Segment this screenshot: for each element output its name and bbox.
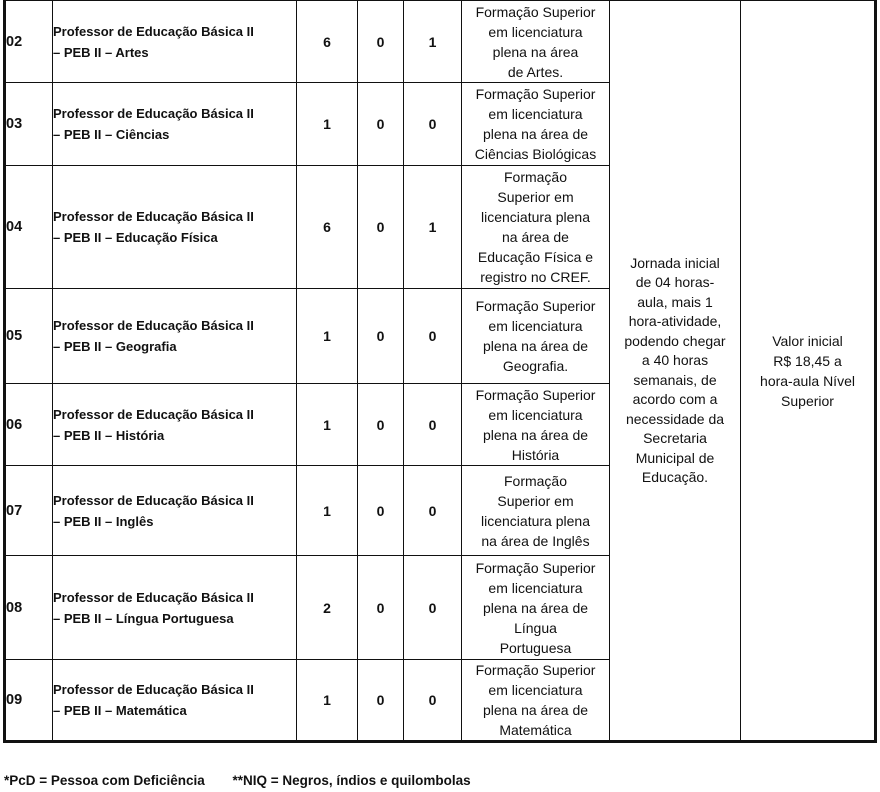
cargo-name-line: – PEB II – Matemática — [53, 703, 187, 718]
requisito — [462, 166, 610, 289]
requisito-line: História — [511, 446, 560, 463]
cargo-code: 02 — [5, 1, 53, 83]
requisito — [462, 556, 610, 660]
requisito-line: Formação Superior — [475, 662, 596, 678]
requisito — [462, 384, 610, 466]
jornada-line: a 40 horas — [641, 352, 709, 368]
requisito — [462, 289, 610, 384]
requisito-line: Superior em — [497, 189, 574, 205]
vagas-pcd: 0 — [358, 83, 404, 166]
requisito-line: em licenciatura — [488, 318, 583, 334]
requisito-line: Ciências Biológicas — [474, 146, 597, 162]
cargo-name-line: Professor de Educação Básica II — [53, 106, 254, 121]
cargo-name — [53, 1, 297, 83]
requisito-line: Formação Superior — [475, 3, 596, 20]
vagas-niq: 0 — [404, 556, 462, 660]
cargo-name — [53, 660, 297, 742]
cargo-name — [53, 556, 297, 660]
requisito-line: plena na área de — [482, 126, 589, 142]
table-row — [5, 1, 876, 83]
requisito-line: licenciatura plena — [481, 209, 590, 225]
footnote — [4, 773, 495, 788]
requisito-line: em licenciatura — [488, 579, 583, 596]
requisito — [462, 660, 610, 742]
cargo-name-line: Professor de Educação Básica II — [53, 23, 254, 39]
valor-line: hora-aula Nível — [760, 372, 855, 389]
vagas-niq: 0 — [404, 466, 462, 556]
cargo-name-line: – PEB II – História — [53, 427, 165, 443]
jornada-line: podendo chegar — [624, 332, 726, 349]
vagas-pcd: 0 — [358, 556, 404, 660]
cargo-name-line: Professor de Educação Básica II — [53, 318, 254, 333]
requisito-line: Portuguesa — [499, 639, 572, 656]
cargo-name — [53, 466, 297, 556]
requisito-line: licenciatura plena — [481, 512, 590, 529]
cargo-name-line: – PEB II – Educação Física — [53, 230, 218, 245]
vagas-ampla: 6 — [297, 166, 358, 289]
vagas-pcd: 0 — [358, 384, 404, 466]
requisito-line: registro no CREF. — [480, 269, 591, 285]
vagas-niq: 0 — [404, 289, 462, 384]
requisito-line: de Artes. — [507, 63, 564, 80]
vagas-niq: 0 — [404, 384, 462, 466]
requisito-line: Superior em — [497, 492, 574, 509]
footnote-niq: **NIQ = Negros, índios e quilombolas — [232, 773, 471, 788]
requisito — [462, 466, 610, 556]
footnote-pcd: *PcD = Pessoa com Deficiência — [4, 773, 205, 788]
cargo-name — [53, 289, 297, 384]
vacancy-table — [3, 0, 877, 743]
cargo-name-line: Professor de Educação Básica II — [53, 492, 254, 508]
jornada-line: semanais, de — [633, 371, 717, 388]
requisito-line: em licenciatura — [488, 682, 583, 698]
cargo-name-line: Professor de Educação Básica II — [53, 406, 254, 422]
requisito-line: Educação Física e — [477, 249, 594, 265]
cargo-name-line: Professor de Educação Básica II — [53, 589, 254, 605]
jornada-cell — [610, 1, 741, 742]
valor-cell — [741, 1, 876, 742]
vagas-ampla: 2 — [297, 556, 358, 660]
cargo-name — [53, 166, 297, 289]
jornada-line: de 04 horas- — [635, 274, 715, 290]
vagas-pcd: 0 — [358, 289, 404, 384]
jornada-line: Municipal de — [635, 449, 715, 466]
cargo-code: 04 — [5, 166, 53, 289]
requisito-line: Língua — [514, 619, 557, 636]
jornada-line: aula, mais 1 — [637, 293, 713, 310]
cargo-code: 07 — [5, 466, 53, 556]
requisito-line: Formação — [503, 169, 568, 185]
requisito-line: Formação Superior — [475, 298, 596, 314]
cargo-name-line: – PEB II – Geografia — [53, 339, 177, 354]
cargo-name-line: – PEB II – Inglês — [53, 513, 154, 529]
cargo-name-line: – PEB II – Língua Portuguesa — [53, 610, 234, 626]
vagas-ampla: 1 — [297, 660, 358, 742]
vagas-pcd: 0 — [358, 660, 404, 742]
requisito-line: Formação Superior — [475, 86, 596, 102]
requisito-line: na área de Inglês — [481, 532, 590, 549]
valor-line: Valor inicial — [772, 332, 843, 349]
jornada-line: Secretaria — [643, 430, 707, 446]
jornada-line: Jornada inicial — [630, 254, 720, 271]
cargo-name-line: – PEB II – Ciências — [53, 127, 170, 142]
valor-line: Superior — [781, 392, 834, 409]
jornada-line: Educação. — [641, 469, 709, 485]
vagas-niq: 0 — [404, 83, 462, 166]
vagas-niq: 1 — [404, 166, 462, 289]
vagas-niq: 1 — [404, 1, 462, 83]
cargo-code: 05 — [5, 289, 53, 384]
requisito-line: Geografia. — [502, 358, 569, 374]
requisito-line: Formação Superior — [475, 386, 596, 403]
vagas-pcd: 0 — [358, 466, 404, 556]
cargo-name-line: Professor de Educação Básica II — [53, 209, 254, 224]
jornada-line: hora-atividade, — [628, 313, 722, 329]
vagas-ampla: 1 — [297, 289, 358, 384]
requisito-line: plena na área de — [482, 599, 589, 616]
requisito-line: na área de — [502, 229, 569, 245]
vagas-ampla: 1 — [297, 466, 358, 556]
requisito-line: plena na área — [492, 43, 579, 60]
requisito — [462, 1, 610, 83]
requisito-line: Matemática — [499, 722, 572, 738]
requisito-line: Formação — [503, 472, 568, 489]
cargo-name-line: – PEB II – Artes — [53, 44, 149, 60]
valor-line: R$ 18,45 a — [773, 352, 842, 369]
cargo-name — [53, 83, 297, 166]
vagas-ampla: 1 — [297, 83, 358, 166]
vagas-niq: 0 — [404, 660, 462, 742]
cargo-code: 08 — [5, 556, 53, 660]
cargo-name — [53, 384, 297, 466]
vacancy-table-body — [5, 1, 876, 742]
requisito-line: Formação Superior — [475, 559, 596, 576]
jornada-line: acordo com a — [632, 391, 718, 407]
vagas-pcd: 0 — [358, 166, 404, 289]
requisito-line: plena na área de — [482, 338, 589, 354]
requisito — [462, 83, 610, 166]
vagas-ampla: 1 — [297, 384, 358, 466]
requisito-line: em licenciatura — [488, 23, 583, 40]
jornada-line: necessidade da — [625, 410, 725, 427]
requisito-line: plena na área de — [482, 702, 589, 718]
cargo-name-line: Professor de Educação Básica II — [53, 682, 254, 697]
requisito-line: em licenciatura — [488, 106, 583, 122]
cargo-code: 09 — [5, 660, 53, 742]
vagas-pcd: 0 — [358, 1, 404, 83]
cargo-code: 06 — [5, 384, 53, 466]
requisito-line: em licenciatura — [488, 406, 583, 423]
cargo-code: 03 — [5, 83, 53, 166]
requisito-line: plena na área de — [482, 426, 589, 443]
vagas-ampla: 6 — [297, 1, 358, 83]
